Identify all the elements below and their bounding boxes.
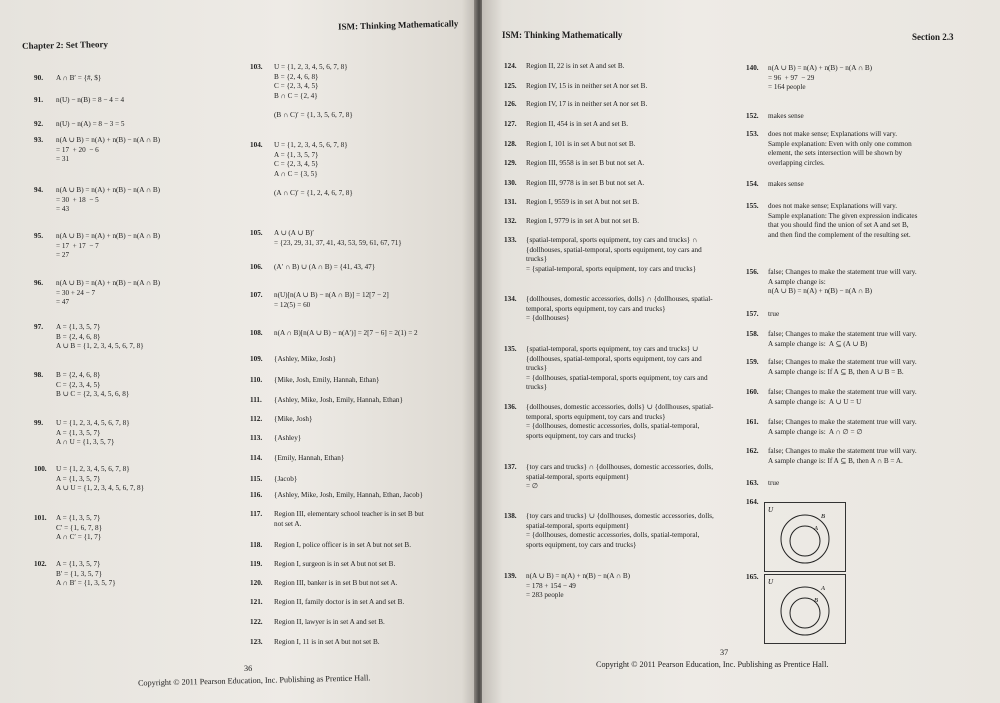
answer-number: 125.: [504, 82, 517, 90]
left-page: [0, 0, 476, 703]
answer-number: 96.: [34, 279, 43, 287]
answer-number: 110.: [250, 376, 263, 384]
answer-text: {Emily, Hannah, Ethan}: [274, 454, 345, 462]
answer-text: n(U) − n(B) = 8 − 4 = 4: [56, 96, 125, 104]
answer-number: 94.: [34, 186, 43, 194]
answer-number: 117.: [250, 510, 263, 518]
answer-text: Region III, 9778 is in set B but not set A.: [526, 179, 645, 187]
answer-text: Region III, elementary school teacher is in set B but not set A.: [274, 510, 424, 528]
answer-number: 134.: [504, 295, 517, 303]
answer-number: 93.: [34, 136, 43, 144]
answer-text: {spatial-temporal, sports equipment, toy cars and trucks} ∪ {dollhouses, spatial-temporal, sports equipment, toy cars and trucks} = {dollhouses, spatial-temporal, sports equipment, toy cars and trucks}: [526, 345, 708, 392]
chapter-heading: Chapter 2: Set Theory: [21, 39, 109, 51]
answer-number: 152.: [746, 112, 759, 120]
answer-text: n(U) − n(A) = 8 − 3 = 5: [56, 120, 125, 128]
answer-text: Region II, lawyer is in set A and set B.: [274, 618, 385, 626]
answer-number: 120.: [250, 579, 263, 587]
answer-text: U = {1, 2, 3, 4, 5, 6, 7, 8} A = {1, 3, 5, 7} A ∪ U = {1, 2, 3, 4, 5, 6, 7, 8}: [56, 465, 145, 493]
answer-number: 161.: [746, 418, 759, 426]
answer-number: 113.: [250, 434, 263, 442]
answer-text: {dollhouses, domestic accessories, dolls} ∪ {dollhouses, spatial-temporal, sports equipment, toy cars and trucks} = {dollhouses, domestic accessories, dolls, spatial-temporal, sports equipment, toy cars and trucks}: [526, 403, 714, 440]
answer-number: 140.: [746, 64, 759, 72]
answer-number: 130.: [504, 179, 517, 187]
answer-number: 153.: [746, 130, 759, 138]
answer-text: {toy cars and trucks} ∪ {dollhouses, domestic accessories, dolls, spatial-temporal, sports equipment} = {dollhouses, domestic accessories, dolls, spatial-temporal, sports equipment, toy cars and trucks}: [526, 512, 714, 549]
answer-number: 106.: [250, 263, 263, 271]
answer-number: 123.: [250, 638, 263, 646]
answer-number: 102.: [34, 560, 47, 568]
answer-text: A = {1, 3, 5, 7} B = {2, 4, 6, 8} A ∪ B = {1, 2, 3, 4, 5, 6, 7, 8}: [56, 323, 144, 351]
answer-number: 160.: [746, 388, 759, 396]
answer-number: 158.: [746, 330, 759, 338]
answer-text: does not make sense; Explanations will vary. Sample explanation: The given expression indicates that you should find the union of set A and set B, and then find the complement of the resulting set.: [768, 202, 918, 239]
answer-number: 118.: [250, 541, 263, 549]
answer-number: 104.: [250, 141, 263, 149]
answer-number: 116.: [250, 491, 263, 499]
answer-number: 100.: [34, 465, 47, 473]
answer-number: 131.: [504, 198, 517, 206]
answer-number: 127.: [504, 120, 517, 128]
answer-text: Region III, banker is in set B but not set A.: [274, 579, 398, 587]
answer-number: 91.: [34, 96, 43, 104]
venn165-u-label: U: [768, 578, 774, 586]
venn164-outer-label: B: [821, 513, 825, 520]
answer-text: makes sense: [768, 180, 804, 188]
page-number-right: 37: [720, 648, 729, 657]
running-head-right: ISM: Thinking Mathematically: [502, 30, 623, 40]
answer-text: false; Changes to make the statement true will vary. A sample change is: A ∪ U = U: [768, 388, 917, 406]
answer-number: 122.: [250, 618, 263, 626]
answer-text: n(A ∪ B) = n(A) + n(B) − n(A ∩ B) = 30 + 18 − 5 = 43: [56, 186, 161, 214]
answer-text: Region I, 11 is in set A but not set B.: [274, 638, 380, 646]
right-page: [482, 0, 1000, 703]
answer-number: 108.: [250, 329, 263, 337]
answer-text: false; Changes to make the statement true will vary. A sample change is: A ⊆ (A ∪ B): [768, 330, 917, 348]
answer-number: 129.: [504, 159, 517, 167]
answer-text: {Mike, Josh}: [274, 415, 313, 423]
answer-text: n(A ∪ B) = n(A) + n(B) − n(A ∩ B) = 30 + 24 − 7 = 47: [56, 279, 161, 307]
answer-number: 99.: [34, 419, 43, 427]
answer-text: false; Changes to make the statement true will vary. A sample change is: n(A ∪ B) = n(A) + n(B) − n(A ∩ B): [768, 268, 917, 296]
answer-number: 139.: [504, 572, 517, 580]
answer-text: {Mike, Josh, Emily, Hannah, Ethan}: [274, 376, 380, 384]
section-heading: Section 2.3: [912, 32, 954, 42]
answer-text: {Jacob}: [274, 475, 298, 483]
answer-text: Region I, police officer is in set A but not set B.: [274, 541, 412, 549]
answer-number: 164.: [746, 498, 759, 506]
answer-text: n(A ∪ B) = n(A) + n(B) − n(A ∩ B) = 17 + 20 − 6 = 31: [56, 136, 161, 164]
venn-diagram-164: [764, 502, 846, 572]
answer-number: 121.: [250, 598, 263, 606]
answer-text: Region I, surgeon is in set A but not set B.: [274, 560, 396, 568]
answer-number: 119.: [250, 560, 263, 568]
answer-text: Region I, 9779 is in set A but not set B.: [526, 217, 640, 225]
answer-text: false; Changes to make the statement true will vary. A sample change is: If A ⊆ B, then A ∩ B = A.: [768, 447, 917, 465]
answer-number: 165.: [746, 573, 759, 581]
answer-text: {Ashley, Mike, Josh}: [274, 355, 336, 363]
answer-text: Region I, 9559 is in set A but not set B.: [526, 198, 640, 206]
answer-text: true: [768, 310, 780, 318]
answer-text: false; Changes to make the statement true will vary. A sample change is: If A ⊆ B, then A ∪ B = B.: [768, 358, 917, 376]
answer-text: does not make sense; Explanations will vary. Sample explanation: Even with only one common element, the sets intersection will be shown by overlapping circles.: [768, 130, 912, 167]
answer-text: A ∩ B′ = {#, $}: [56, 74, 102, 82]
answer-number: 157.: [746, 310, 759, 318]
answer-number: 112.: [250, 415, 263, 423]
answer-text: Region II, family doctor is in set A and set B.: [274, 598, 405, 606]
answer-number: 154.: [746, 180, 759, 188]
answer-text: n(U)[n(A ∪ B) − n(A ∩ B)] = 12[7 − 2] = 12(5) = 60: [274, 291, 389, 309]
answer-number: 114.: [250, 454, 263, 462]
answer-number: 163.: [746, 479, 759, 487]
answer-number: 111.: [250, 396, 262, 404]
answer-number: 98.: [34, 371, 43, 379]
answer-number: 109.: [250, 355, 263, 363]
answer-text: U = {1, 2, 3, 4, 5, 6, 7, 8} B = {2, 4, 6, 8} C = {2, 3, 4, 5} B ∩ C = {2, 4} (B ∩ C)′ = {1, 3, 5, 6, 7, 8}: [274, 63, 353, 119]
answer-text: Region IV, 15 is in neither set A nor set B.: [526, 82, 648, 90]
venn-diagram-165: [764, 574, 846, 644]
answer-number: 133.: [504, 236, 517, 244]
answer-text: {Ashley, Mike, Josh, Emily, Hannah, Ethan, Jacob}: [274, 491, 423, 499]
answer-text: A = {1, 3, 5, 7} C′ = {1, 6, 7, 8} A ∩ C′ = {1, 7}: [56, 514, 103, 542]
answer-text: n(A ∪ B) = n(A) + n(B) − n(A ∩ B) = 96 + 97 − 29 = 164 people: [768, 64, 873, 92]
answer-number: 107.: [250, 291, 263, 299]
answer-text: n(A ∪ B) = n(A) + n(B) − n(A ∩ B) = 17 + 17 − 7 = 27: [56, 232, 161, 260]
answer-number: 137.: [504, 463, 517, 471]
answer-number: 115.: [250, 475, 263, 483]
answer-number: 126.: [504, 100, 517, 108]
answer-text: n(A ∩ B)[n(A ∪ B) − n(A′)] = 2[7 − 6] = 2(1) = 2: [274, 329, 418, 337]
answer-number: 124.: [504, 62, 517, 70]
answer-number: 95.: [34, 232, 43, 240]
answer-text: false; Changes to make the statement true will vary. A sample change is: A ∩ ∅ = ∅: [768, 418, 917, 436]
answer-text: U = {1, 2, 3, 4, 5, 6, 7, 8} A = {1, 3, 5, 7} A ∩ U = {1, 3, 5, 7}: [56, 419, 130, 447]
answer-text: B = {2, 4, 6, 8} C = {2, 3, 4, 5} B ∪ C = {2, 3, 4, 5, 6, 8}: [56, 371, 130, 399]
venn164-u-label: U: [768, 506, 774, 514]
answer-text: A ∪ (A ∪ B)′ = {23, 29, 31, 37, 41, 43, 53, 59, 61, 67, 71}: [274, 229, 402, 247]
answer-number: 128.: [504, 140, 517, 148]
answer-number: 132.: [504, 217, 517, 225]
answer-text: {Ashley, Mike, Josh, Emily, Hannah, Ethan}: [274, 396, 403, 404]
page-number-left: 36: [244, 664, 253, 673]
answer-number: 162.: [746, 447, 759, 455]
answer-text: Region II, 454 is in set A and set B.: [526, 120, 629, 128]
copyright-left: Copyright © 2011 Pearson Education, Inc. Publishing as Prentice Hall.: [137, 673, 371, 688]
answer-text: (A′ ∩ B) ∪ (A ∩ B) = {41, 43, 47}: [274, 263, 376, 271]
answer-text: A = {1, 3, 5, 7} B′ = {1, 3, 5, 7} A ∩ B′ = {1, 3, 5, 7}: [56, 560, 116, 588]
answer-number: 101.: [34, 514, 47, 522]
answer-number: 97.: [34, 323, 43, 331]
answer-number: 90.: [34, 74, 43, 82]
answer-text: Region III, 9558 is in set B but not set A.: [526, 159, 645, 167]
answer-text: {toy cars and trucks} ∩ {dollhouses, domestic accessories, dolls, spatial-temporal, sports equipment} = ∅: [526, 463, 714, 491]
answer-text: {Ashley}: [274, 434, 302, 442]
answer-text: {dollhouses, domestic accessories, dolls} ∩ {dollhouses, spatial-temporal, sports equipment, toy cars and trucks} = {dollhouses}: [526, 295, 713, 323]
running-head-left: ISM: Thinking Mathematically: [337, 18, 459, 32]
venn164-inner-label: A: [814, 525, 818, 532]
answer-text: makes sense: [768, 112, 804, 120]
answer-number: 155.: [746, 202, 759, 210]
answer-number: 138.: [504, 512, 517, 520]
answer-text: Region IV, 17 is in neither set A nor set B.: [526, 100, 648, 108]
answer-text: n(A ∪ B) = n(A) + n(B) − n(A ∩ B) = 178 + 154 − 49 = 283 people: [526, 572, 631, 600]
venn165-inner-label: B: [814, 597, 818, 604]
answer-text: true: [768, 479, 780, 487]
answer-text: Region I, 101 is in set A but not set B.: [526, 140, 636, 148]
answer-number: 92.: [34, 120, 43, 128]
answer-number: 156.: [746, 268, 759, 276]
answer-number: 103.: [250, 63, 263, 71]
answer-number: 136.: [504, 403, 517, 411]
answer-number: 159.: [746, 358, 759, 366]
answer-number: 135.: [504, 345, 517, 353]
venn165-outer-label: A: [821, 585, 825, 592]
answer-text: Region II, 22 is in set A and set B.: [526, 62, 625, 70]
answer-number: 105.: [250, 229, 263, 237]
copyright-right: Copyright © 2011 Pearson Education, Inc. Publishing as Prentice Hall.: [596, 660, 829, 669]
answer-text: {spatial-temporal, sports equipment, toy cars and trucks} ∩ {dollhouses, spatial-temporal, sports equipment, toy cars and trucks} = {spatial-temporal, sports equipment, toy cars and trucks}: [526, 236, 702, 273]
answer-text: U = {1, 2, 3, 4, 5, 6, 7, 8} A = {1, 3, 5, 7} C = {2, 3, 4, 5} A ∩ C = {3, 5} (A ∩ C)′ = {1, 2, 4, 6, 7, 8}: [274, 141, 353, 197]
